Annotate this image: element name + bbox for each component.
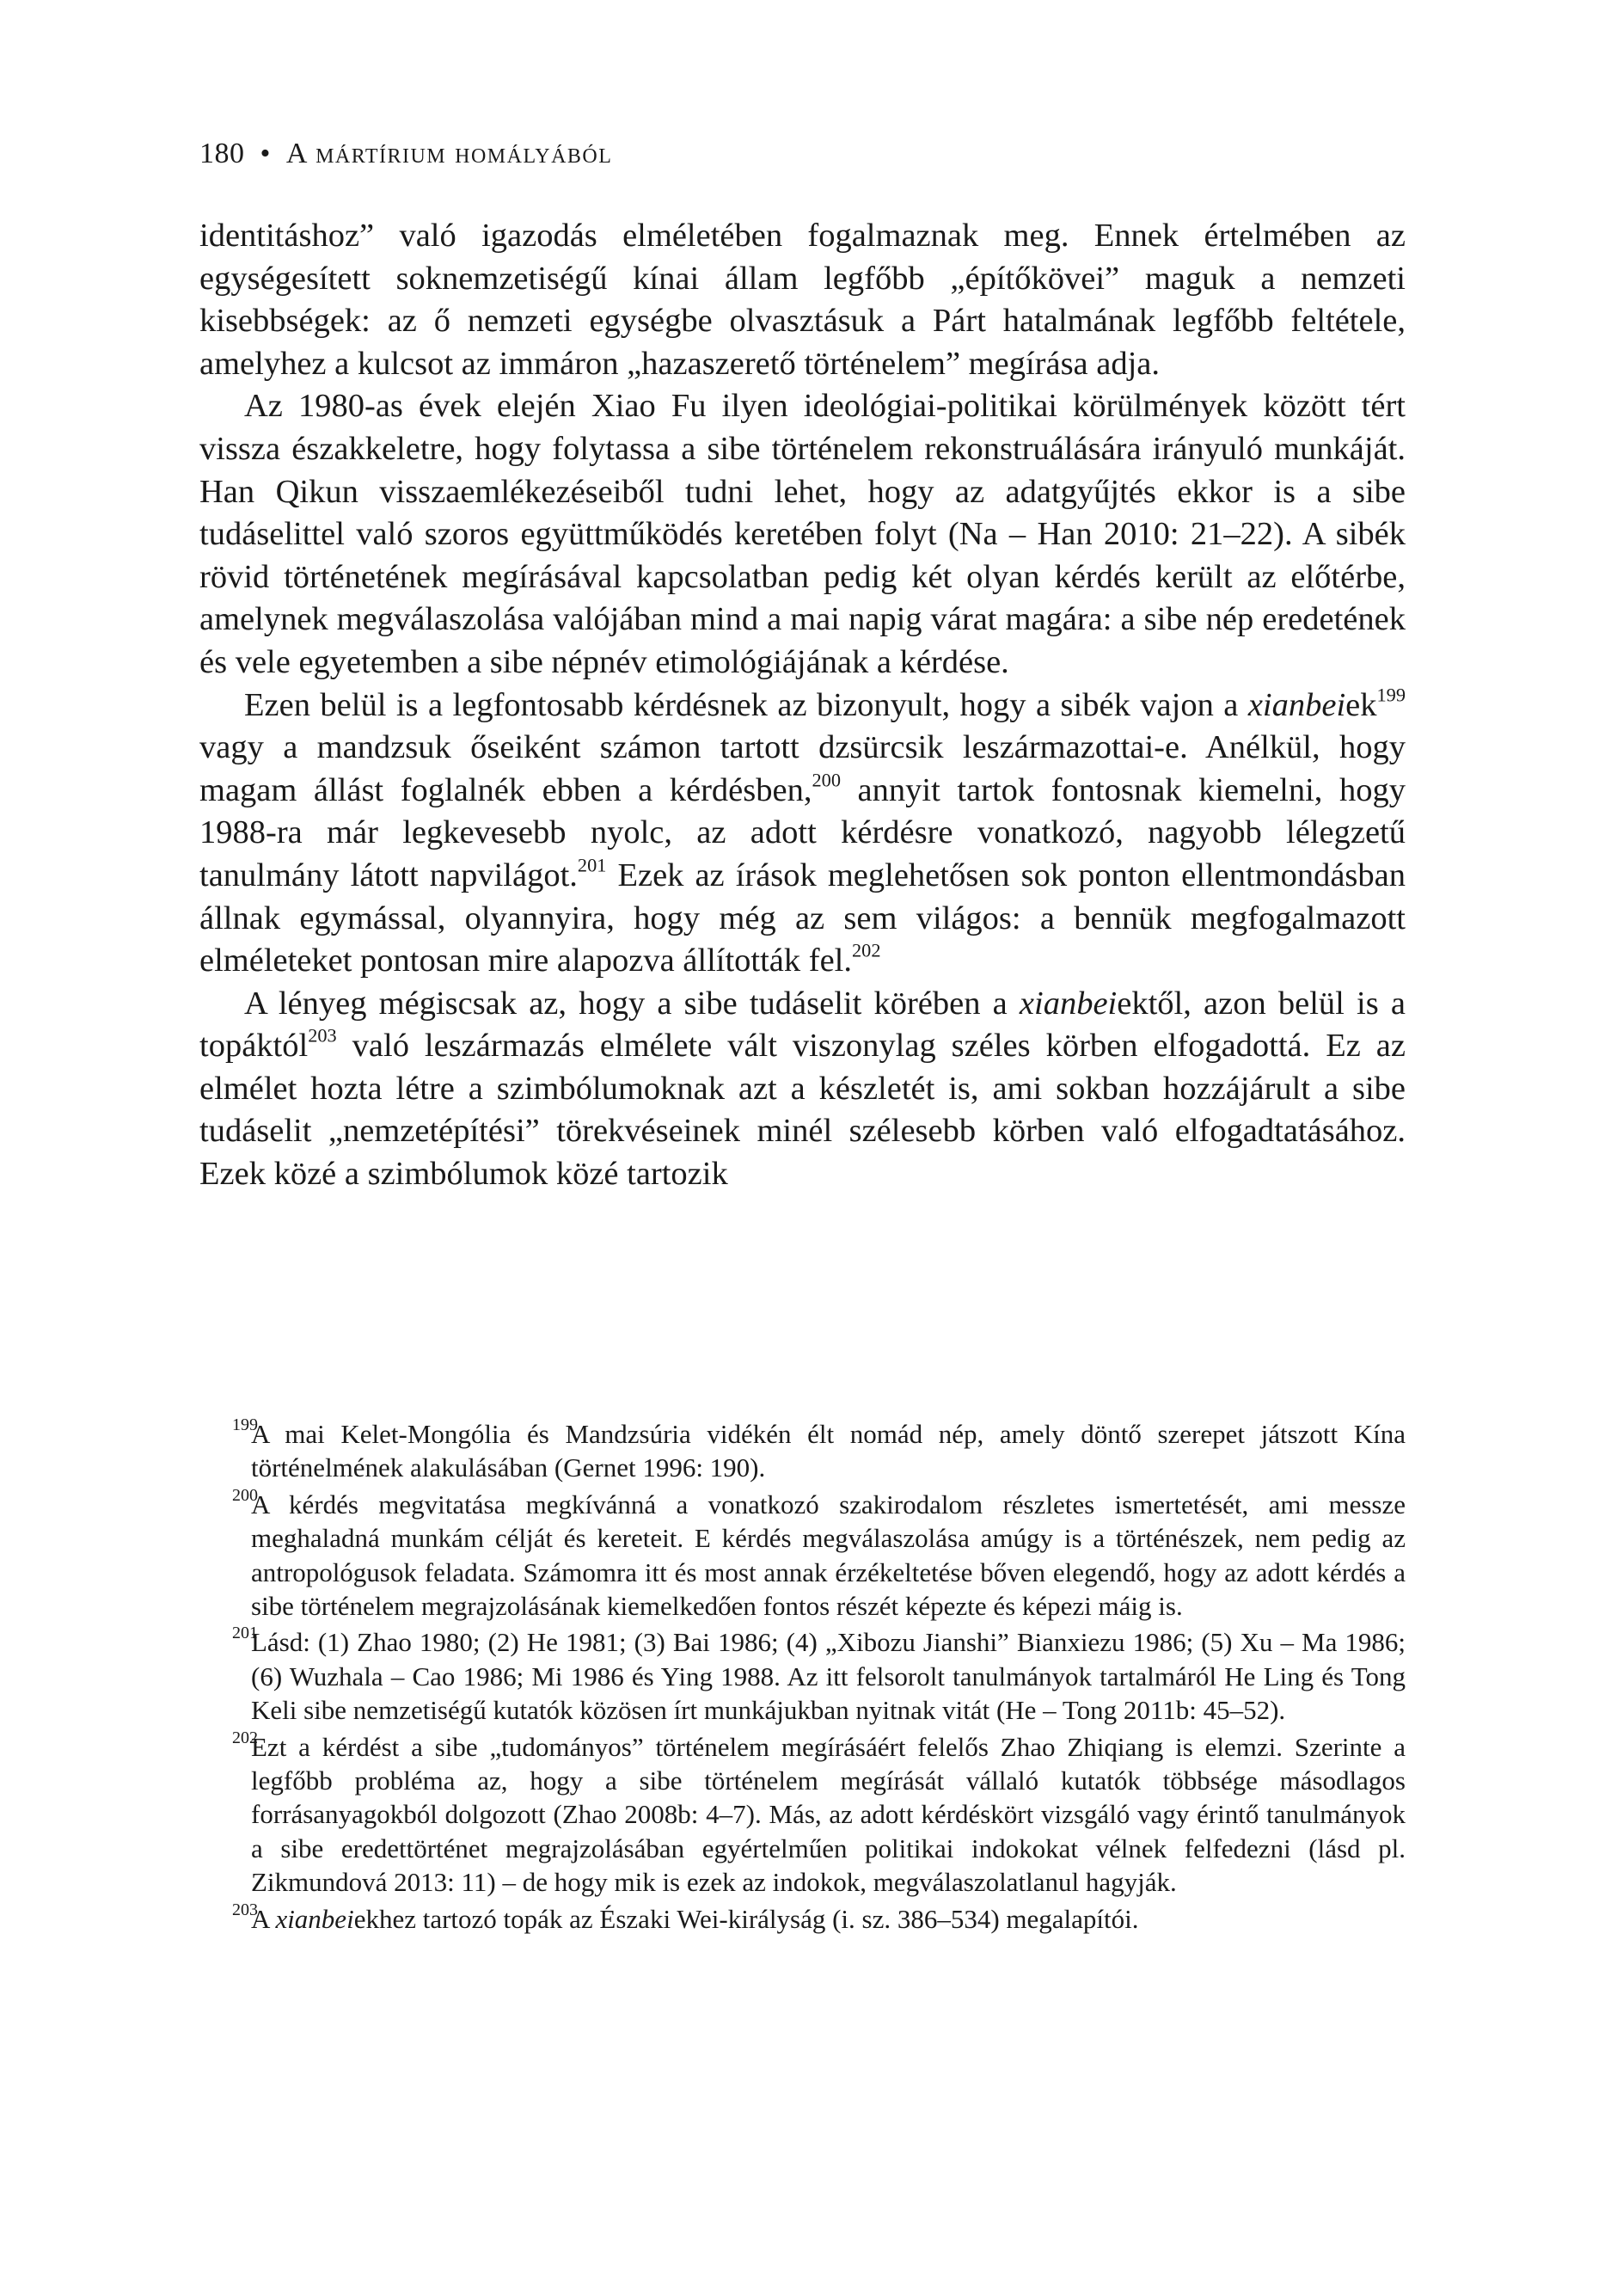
- footnote-number: 203: [232, 1900, 258, 1919]
- paragraph-3: [199, 685, 1406, 983]
- text-run: ekhez tartozó topák az Északi Wei-királyság (i. sz. 386–534) megalapítói.: [353, 1903, 1139, 1934]
- footnote-200: [232, 1485, 1406, 1624]
- text-run: A: [251, 1903, 276, 1934]
- text-run: ektől, azon belül is a topáktól: [199, 985, 1406, 1065]
- text-run: ek: [1345, 686, 1377, 723]
- header-bullet: •: [260, 138, 271, 169]
- main-text: [199, 215, 1406, 1196]
- footnote-202: [234, 1730, 1406, 1900]
- footnote-203: [234, 1902, 1406, 1936]
- running-header: [199, 138, 612, 170]
- footnote-ref-200[interactable]: 200: [812, 768, 841, 790]
- italic-term: xianbei: [275, 1903, 354, 1934]
- footnote-ref-203[interactable]: 203: [308, 1024, 337, 1047]
- running-title: A mártírium homályából: [285, 138, 613, 169]
- footnote-text: Lásd: (1) Zhao 1980; (2) He 1981; (3) Bai 1986; (4) „Xibozu Jianshi” Bianxiezu 1986; (5) Xu – Ma 1986; (6) Wuzhala – Cao 1986; Mi 1986 és Ying 1988. Az itt felsorolt tanulmányok tartalmáról He Ling és Tong Keli sibe nemzetiségű kutatók közösen írt munkájukban nyitnak vitát (He – Tong 2011b: 45–52).: [251, 1627, 1406, 1726]
- text-run: való leszármazás elmélete vált viszonylag széles körben elfogadottá. Ez az elmélet hozta létre a szimbólumoknak azt a készletét is, ami sokban hozzájárult a sibe tudáselit „nemzetépítési” törekvéseinek minél szélesebb körben való elfogadtatásához. Ezek közé a szimbólumok közé tartozik: [199, 1028, 1406, 1193]
- footnote-number: 199: [232, 1415, 258, 1434]
- footnote-text: A kérdés megvitatása megkívánná a vonatkozó szakirodalom részletes ismertetését, ami messze meghaladná munkám célját és kereteit. E kérdés megválaszolása amúgy is a történészek, nem pedig az antropológusok feladata. Számomra itt és most annak érzékeltetése bőven elegendő, hogy az adott kérdés a sibe történelem megrajzolásának kiemelkedően fontos részét képezte és képezi máig is.: [251, 1489, 1406, 1622]
- text-run: A lényeg mégiscsak az, hogy a sibe tudáselit körében a: [244, 985, 1020, 1022]
- footnote-text: Ezt a kérdést a sibe „tudományos” történelem megírásáért felelős Zhao Zhiqiang is elemzi. Szerinte a legfőbb probléma az, hogy a sibe történelem megírását vállaló kutatók többsége másodlagos forrásanyagokból dolgozott (Zhao 2008b: 4–7). Más, az adott kérdéskört vizsgáló vagy érintő tanulmányok a sibe eredettörténet megrajzolásában egyértelműen politikai indokokat vélnek felfedezni (lásd pl. Zikmundová 2013: 11) – de hogy mik is ezek az indokok, megválaszolatlanul hagyják.: [251, 1731, 1406, 1898]
- footnote-ref-201[interactable]: 201: [577, 854, 607, 876]
- footnote-199: [234, 1417, 1406, 1485]
- italic-term: xianbei: [1019, 985, 1118, 1022]
- text-run: annyit tartok fontosnak kiemelni, hogy 1988-ra már legkevesebb nyolc, az adott kérdésre vonatkozó, nagyobb lélegzetű tanulmány látott napvilágot.: [199, 771, 1406, 893]
- footnote-number: 201: [232, 1624, 258, 1643]
- paragraph-1: identitáshoz” való igazodás elméletében fogalmaznak meg. Ennek értelmében az egységesített soknemzetiségű kínai állam legfőbb „építőkövei” maguk a nemzeti kisebbségek: az ő nemzeti egységbe olvasztásuk a Párt hatalmának legfőbb feltétele, amelyhez a kulcsot az immáron „hazaszerető történelem” megírása adja.: [199, 218, 1406, 382]
- footnote-ref-199[interactable]: 199: [1376, 683, 1406, 705]
- paragraph-2: Az 1980-as évek elején Xiao Fu ilyen ideológiai-politikai körülmények között tért vissza északkeletre, hogy folytassa a sibe történelem rekonstruálására irányuló munkáját. Han Qikun visszaemlékezéseiből tudni lehet, hogy az adatgyűjtés ekkor is a sibe tudáselittel való szoros együttműködés keretében folyt (Na – Han 2010: 21–22). A sibék rövid történetének megírásával kapcsolatban pedig két olyan kérdés került az előtérbe, amelynek megválaszolása valójában mind a mai napig várat magára: a sibe nép eredetének és vele egyetemben a sibe népnév etimológiájának a kérdése.: [199, 388, 1406, 680]
- footnote-number: 200: [232, 1485, 258, 1505]
- footnote-text: A mai Kelet-Mongólia és Mandzsúria vidékén élt nomád nép, amely döntő szerepet játszott Kína történelmének alakulásában (Gernet 1996: 190).: [251, 1419, 1406, 1483]
- text-run: Ezek az írások meglehetősen sok ponton ellentmondásban állnak egymással, olyannyira, hogy még az sem világos: a bennük megfogalmazott elméleteket pontosan mire alapozva állították fel.: [199, 856, 1406, 979]
- footnote-ref-202[interactable]: 202: [852, 939, 881, 961]
- paragraph-4: [199, 983, 1406, 1196]
- page-number: 180: [199, 138, 245, 169]
- footnote-number: 202: [232, 1728, 258, 1747]
- italic-term: xianbei: [1247, 686, 1346, 723]
- text-run: vagy a mandzsuk őseiként számon tartott dzsürcsik leszármazottai-e. Anélkül, hogy magam állást foglalnék ebben a kérdésben,: [199, 729, 1406, 808]
- text-run: Ezen belül is a legfontosabb kérdésnek az bizonyult, hogy a sibék vajon a: [244, 686, 1248, 723]
- footnotes: [234, 1417, 1406, 1938]
- footnote-201: [234, 1625, 1406, 1727]
